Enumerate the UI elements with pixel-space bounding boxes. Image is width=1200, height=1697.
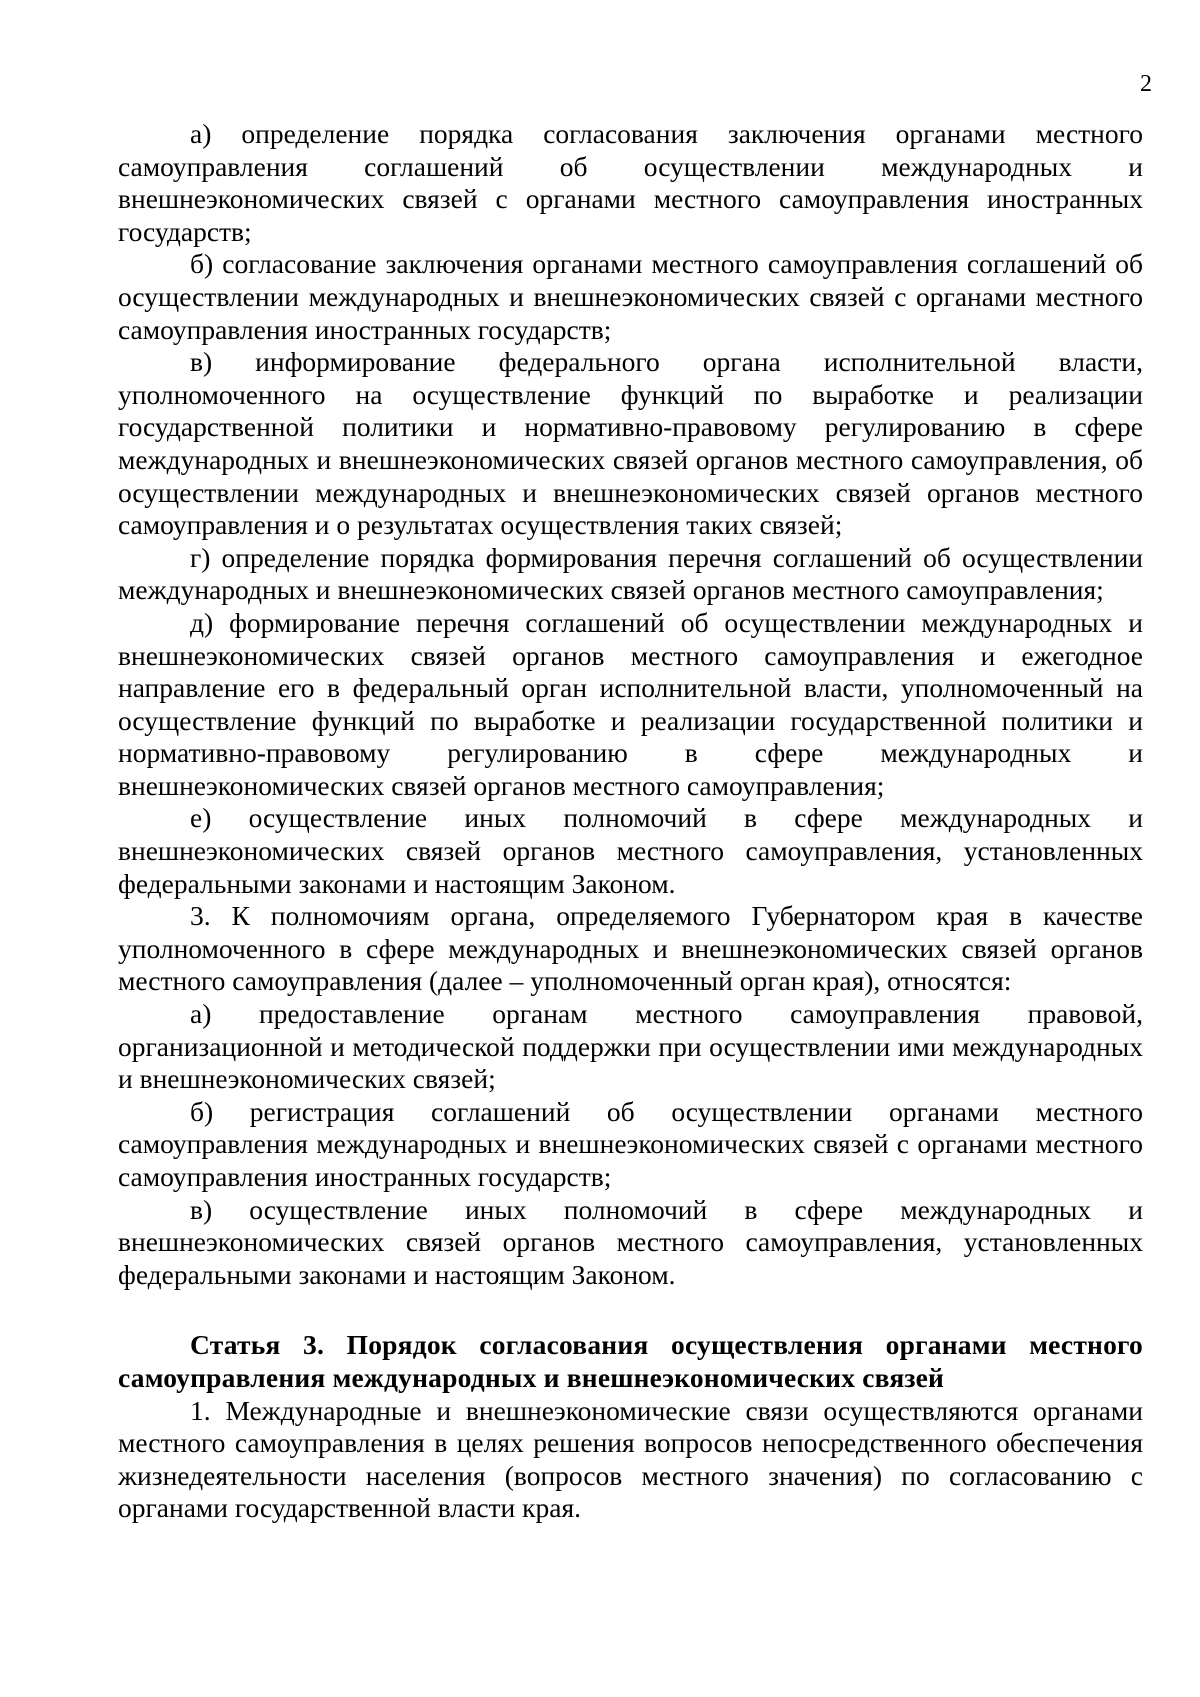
paragraph-item-v: в) информирование федерального органа исполнительной власти, уполномоченного на осуществление функций по выработке и реализации государственной политики и нормативно-правовому регулированию в сфере международных и внешнеэкономических связей органов местного самоуправления, об осуществлении международных и внешнеэкономических связей органов местного самоуправления и о результатах осуществления таких связей; [118,346,1143,541]
paragraph-clause-3: 3. К полномочиям органа, определяемого Губернатором края в качестве уполномоченного в сфере международных и внешнеэкономических связей органов местного самоуправления (далее – уполномоченный орган края), относятся: [118,900,1143,997]
paragraph-item-b: б) согласование заключения органами местного самоуправления соглашений об осуществлении международных и внешнеэкономических связей с органами местного самоуправления иностранных государств; [118,248,1143,345]
paragraph-item-d: д) формирование перечня соглашений об осуществлении международных и внешнеэкономических связей органов местного самоуправления и ежегодное направление его в федеральный орган исполнительной власти, уполномоченный на осуществление функций по выработке и реализации государственной политики и нормативно-правовому регулированию в сфере международных и внешнеэкономических связей органов местного самоуправления; [118,606,1143,801]
paragraph-clause-3-item-v: в) осуществление иных полномочий в сфере международных и внешнеэкономических связей органов местного самоуправления, установленных федеральными законами и настоящим Законом. [118,1193,1143,1290]
article-paragraph-1: 1. Международные и внешнеэкономические связи осуществляются органами местного самоуправления в целях решения вопросов непосредственного обеспечения жизнедеятельности населения (вопросов местного значения) по согласованию с органами государственной власти края. [118,1394,1143,1524]
paragraph-clause-3-item-b: б) регистрация соглашений об осуществлении органами местного самоуправления международных и внешнеэкономических связей с органами местного самоуправления иностранных государств; [118,1095,1143,1192]
paragraph-item-g: г) определение порядка формирования перечня соглашений об осуществлении международных и внешнеэкономических связей органов местного самоуправления; [118,541,1143,606]
page-number: 2 [1140,71,1152,97]
paragraph-item-e: е) осуществление иных полномочий в сфере международных и внешнеэкономических связей органов местного самоуправления, установленных федеральными законами и настоящим Законом. [118,802,1143,899]
article-heading: Статья 3. Порядок согласования осуществления органами местного самоуправления международных и внешнеэкономических связей [118,1329,1143,1393]
document-body [118,118,1143,1525]
paragraph-clause-3-item-a: а) предоставление органам местного самоуправления правовой, организационной и методической поддержки при осуществлении ими международных и внешнеэкономических связей; [118,998,1143,1095]
paragraph-item-a: а) определение порядка согласования заключения органами местного самоуправления соглашений об осуществлении международных и внешнеэкономических связей с органами местного самоуправления иностранных государств; [118,118,1143,247]
